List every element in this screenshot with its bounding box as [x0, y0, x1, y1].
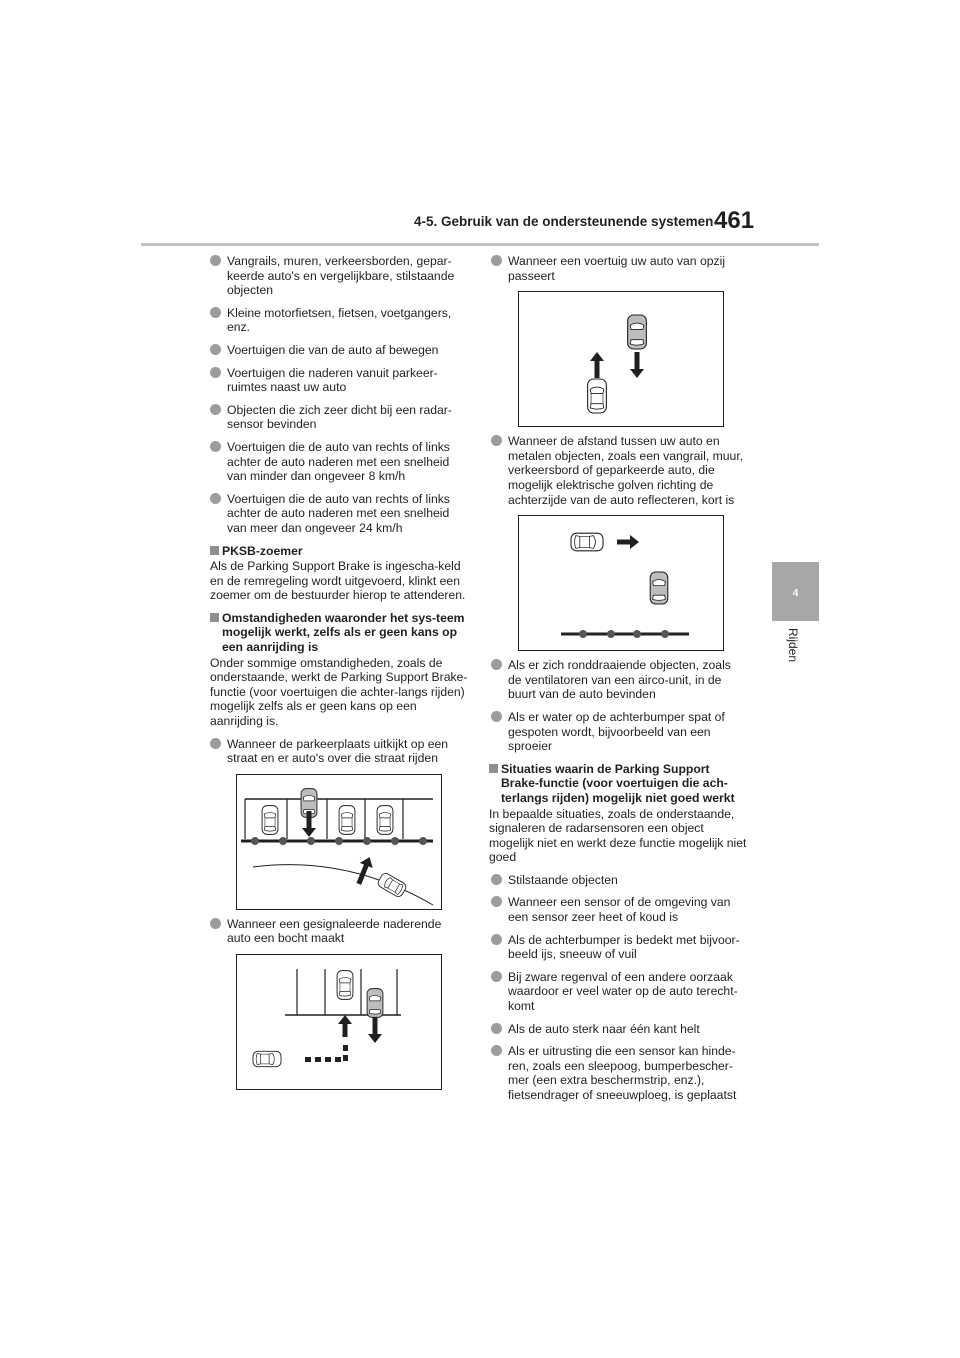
list-item: Voertuigen die de auto van rechts of links achter de auto naderen met een snelheid van meer dan ongeveer 24 km/h	[210, 492, 468, 536]
header-rule	[141, 243, 819, 246]
bullet-icon	[491, 435, 502, 446]
bullet-icon	[491, 659, 502, 670]
heading-square-icon	[210, 613, 219, 622]
paragraph: Als de Parking Support Brake is ingescha-keld en de remregeling wordt uitgevoerd, klinkt een zoemer om de bestuurder hierop te attenderen.	[210, 559, 466, 603]
list-item: Kleine motorfietsen, fietsen, voetgangers, enz.	[210, 306, 468, 335]
section-heading: Omstandigheden waaronder het sys-teem mogelijk werkt, zelfs als er geen kans op een aanrijding is	[210, 611, 468, 655]
chapter-tab	[772, 562, 819, 621]
bullet-icon	[491, 255, 502, 266]
list-item: Bij zware regenval of een andere oorzaak waardoor er veel water op de auto terecht-komt	[491, 970, 747, 1014]
left-column	[210, 254, 468, 1097]
bullet-icon	[491, 971, 502, 982]
bullet-icon	[491, 711, 502, 722]
list-item: Wanneer een voertuig uw auto van opzij passeert	[491, 254, 747, 283]
list-item: Als de auto sterk naar één kant helt	[491, 1022, 747, 1037]
figure-vehicle-passing	[518, 291, 724, 427]
bullet-icon	[210, 441, 221, 452]
section-title: 4-5. Gebruik van de ondersteunende systemen	[414, 214, 714, 229]
figure-car-turning	[236, 954, 442, 1090]
bullet-icon	[491, 896, 502, 907]
bullet-icon	[210, 307, 221, 318]
list-item: Wanneer een gesignaleerde naderende auto een bocht maakt	[210, 917, 468, 946]
bullet-icon	[210, 493, 221, 504]
bullet-icon	[210, 918, 221, 929]
bullet-icon	[210, 738, 221, 749]
chapter-label: Rijden	[786, 628, 800, 663]
list-item: Voertuigen die de auto van rechts of links achter de auto naderen met een snelheid van minder dan ongeveer 8 km/h	[210, 440, 468, 484]
list-item: Vangrails, muren, verkeersborden, gepar-keerde auto's en vergelijkbare, stilstaande objecten	[210, 254, 468, 298]
section-heading: Situaties waarin de Parking Support Brake-functie (voor voertuigen die ach-terlangs rijden) mogelijk niet goed werkt	[489, 762, 747, 806]
list-item: Wanneer een sensor of de omgeving van een sensor zeer heet of koud is	[491, 895, 747, 924]
list-item: Stilstaande objecten	[491, 873, 747, 888]
bullet-icon	[491, 874, 502, 885]
list-item: Als er zich ronddraaiende objecten, zoals de ventilatoren van een airco-unit, in de buurt van de auto bevinden	[491, 658, 747, 702]
list-item: Wanneer de afstand tussen uw auto en metalen objecten, zoals een vangrail, muur, verkeersbord of geparkeerde auto, die mogelijk elektrische golven richting de achterzijde van de auto reflecteren, kort is	[491, 434, 747, 507]
bullet-icon	[491, 934, 502, 945]
list-item: Voertuigen die naderen vanuit parkeer-ruimtes naast uw auto	[210, 366, 468, 395]
figure-metal-objects	[518, 515, 724, 651]
chapter-number: 4	[792, 588, 799, 599]
list-item: Objecten die zich zeer dicht bij een radar-sensor bevinden	[210, 403, 468, 432]
figure-parking-street	[236, 774, 442, 910]
list-item: Wanneer de parkeerplaats uitkijkt op een straat en er auto's over die straat rijden	[210, 737, 468, 766]
list-item: Als er water op de achterbumper spat of gespoten wordt, bijvoorbeeld van een sproeier	[491, 710, 747, 754]
paragraph: In bepaalde situaties, zoals de onderstaande, signaleren de radarsensoren een object mogelijk niet en werkt deze functie mogelijk niet goed	[489, 806, 747, 865]
heading-square-icon	[210, 546, 219, 555]
bullet-icon	[210, 344, 221, 355]
bullet-icon	[491, 1023, 502, 1034]
page-number: 461	[714, 207, 755, 234]
list-item: Als er uitrusting die een sensor kan hinde-ren, zoals een sleepoog, bumperbescher-mer (een extra beschermstrip, enz.), fietsendrager of sneeuwploeg, is geplaatst	[491, 1044, 747, 1102]
list-item: Voertuigen die van de auto af bewegen	[210, 343, 468, 358]
bullet-icon	[210, 404, 221, 415]
section-heading: PKSB-zoemer	[210, 544, 468, 559]
right-column	[489, 254, 747, 1111]
bullet-icon	[210, 367, 221, 378]
list-item: Als de achterbumper is bedekt met bijvoor-beeld ijs, sneeuw of vuil	[491, 933, 747, 962]
paragraph: Onder sommige omstandigheden, zoals de onderstaande, werkt de Parking Support Brake-functie (voor voertuigen die achter-langs rijden) mogelijk zelfs als er geen kans op een aanrijding is.	[210, 655, 468, 729]
bullet-icon	[491, 1045, 502, 1056]
heading-square-icon	[489, 764, 498, 773]
bullet-icon	[210, 255, 221, 266]
